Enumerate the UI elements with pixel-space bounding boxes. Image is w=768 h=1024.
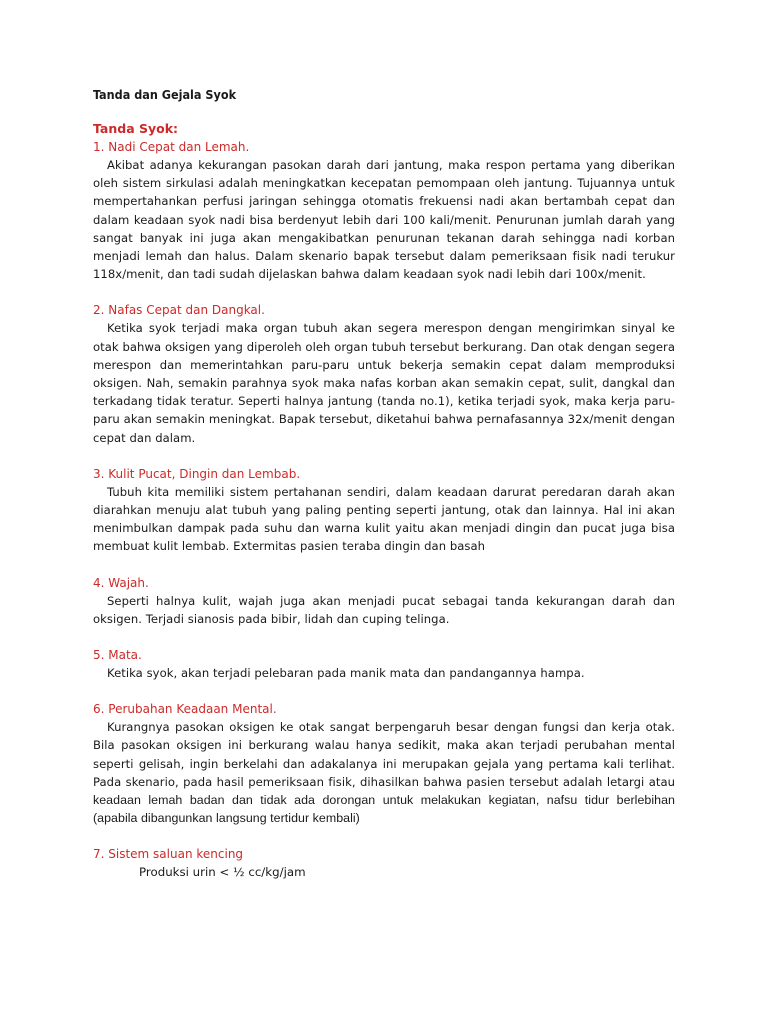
- item-body-text: Seperti halnya kulit, wajah juga akan menjadi pucat sebagai tanda kekurangan darah dan oksigen. Terjadi sianosis pada bibir, lidah dan cuping telinga.: [93, 593, 675, 626]
- item-mental: [93, 700, 675, 827]
- section-title: Tanda Syok:: [93, 121, 179, 136]
- item-body-extra-text: keadaan lemah badan dan tidak ada dorongan untuk melakukan kegiatan, nafsu tidur berlebihan (apabila dibangunkan langsung tertidur kembali): [93, 793, 675, 826]
- item-body: [93, 483, 675, 556]
- item-heading: 5. Mata.: [93, 648, 142, 663]
- document-title: Tanda dan Gejala Syok: [93, 87, 237, 102]
- item-body: [93, 592, 675, 628]
- item-body: [93, 319, 675, 446]
- item-body-text: Kurangnya pasokan oksigen ke otak sangat berpengaruh besar dengan fungsi dan kerja otak. Bila pasokan oksigen ini berkurang walau hanya sedikit, maka akan terjadi perubahan mental seperti gelisah, ingin berkelahi dan adakalanya ini merupakan gejala yang pertama kali terlihat. Pada skenario, pada hasil pemeriksaan fisik, dihasilkan bahwa pasien tersebut adalah letargi atau: [93, 720, 675, 789]
- item-kulit: [93, 465, 675, 556]
- item-wajah: [93, 574, 675, 628]
- document-page: [93, 86, 675, 899]
- item-heading: 1. Nadi Cepat dan Lemah.: [93, 140, 250, 154]
- item-body: [93, 718, 675, 827]
- item-mata: [93, 646, 675, 682]
- item-body-text: Akibat adanya kekurangan pasokan darah dari jantung, maka respon pertama yang diberikan oleh sistem sirkulasi adalah meningkatkan kecepatan pemompaan oleh jantung. Tujuannya untuk mempertahankan perfusi jaringan sehingga otomatis frekuensi nadi akan bertambah cepat dan dalam keadaan syok nadi bisa berdenyut lebih dari 100 kali/menit. Penurunan jumlah darah yang sangat banyak ini juga akan mengakibatkan penurunan tekanan darah sehingga nadi korban menjadi lemah dan halus. Dalam skenario bapak tersebut dalam pemeriksaan fisik nadi terukur 118x/menit, dan tadi sudah dijelaskan bahwa dalam keadaan syok nadi lebih dari 100x/menit.: [93, 158, 675, 282]
- item-body-text: Ketika syok, akan terjadi pelebaran pada manik mata dan pandangannya hampa.: [107, 666, 585, 681]
- item-body-text: Produksi urin < ½ cc/kg/jam: [139, 865, 306, 880]
- item-kencing: [93, 845, 675, 881]
- item-heading: 6. Perubahan Keadaan Mental.: [93, 702, 277, 717]
- item-heading: 4. Wajah.: [93, 575, 149, 590]
- item-nafas: [93, 301, 675, 446]
- item-nadi: [93, 138, 675, 283]
- item-body-text: Tubuh kita memiliki sistem pertahanan sendiri, dalam keadaan darurat peredaran darah akan diarahkan menuju alat tubuh yang paling penting seperti jantung, otak dan lainnya. Hal ini akan menimbulkan dampak pada suhu dan warna kulit yaitu akan menjadi dingin dan pucat juga bisa membuat kulit lembab. Extermitas pasien teraba dingin dan basah: [93, 484, 675, 554]
- item-heading: 3. Kulit Pucat, Dingin dan Lembab.: [93, 466, 301, 481]
- item-heading: 2. Nafas Cepat dan Dangkal.: [93, 303, 265, 318]
- item-heading: 7. Sistem saluan kencing: [93, 847, 244, 862]
- item-body-text: Ketika syok terjadi maka organ tubuh akan segera merespon dengan mengirimkan sinyal ke otak bahwa oksigen yang diperoleh oleh organ tubuh tersebut berkurang. Dan otak dengan segera merespon dan memerintahkan paru-paru untuk bekerja semakin cepat dalam memproduksi oksigen. Nah, semakin parahnya syok maka nafas korban akan semakin cepat, sulit, dangkal dan terkadang tidak teratur. Seperti halnya jantung (tanda no.1), ketika terjadi syok, maka kerja paru-paru akan semakin meningkat. Bapak tersebut, diketahui bahwa pernafasannya 32x/menit dengan cepat dan dalam.: [93, 321, 675, 445]
- item-body: [93, 664, 675, 682]
- item-body: [93, 156, 675, 283]
